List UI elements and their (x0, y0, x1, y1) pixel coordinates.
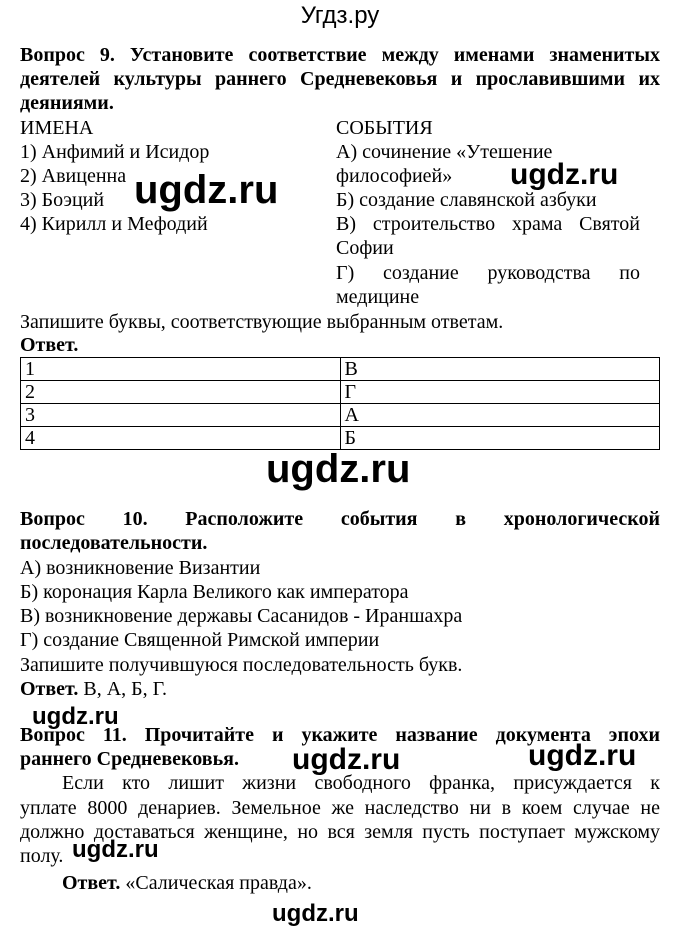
watermark-7: ugdz.ru (72, 836, 159, 863)
watermark-2: ugdz.ru (510, 158, 619, 191)
q10-item-a: А) возникновение Византии (20, 557, 261, 579)
q10-instruction: Запишите получившуюся последовательность букв. (20, 654, 463, 676)
table-cell-letter: Б (340, 427, 660, 450)
table-cell-number: 1 (21, 358, 341, 381)
table-row (21, 404, 660, 427)
q10-answer (20, 677, 167, 701)
table-cell-number: 3 (21, 404, 341, 427)
q10-title-line1: Вопрос 10. Расположите события в хронологической (20, 508, 660, 530)
q11-answer-value: «Салическая правда». (125, 872, 312, 894)
q11-title-line1: Вопрос 11. Прочитайте и укажите название документа эпохи (20, 724, 660, 746)
q11-answer-label: Ответ. (62, 872, 121, 894)
q9-answer-label: Ответ. (20, 334, 79, 356)
site-title[interactable]: Угдз.ру (300, 2, 380, 29)
q11-text-line2: уплате 8000 денариев. Земельное же наследство ни в коем случае не (20, 797, 660, 819)
names-header: ИМЕНА (20, 117, 94, 139)
event-item-a-line2: философией» (336, 165, 453, 187)
q10-item-d: Г) создание Священной Римской империи (20, 629, 380, 651)
name-item-3: 3) Боэций (20, 189, 105, 211)
table-cell-number: 4 (21, 427, 341, 450)
q9-title-line1: Вопрос 9. Установите соответствие между именами знаменитых (20, 44, 660, 66)
watermark-6: ugdz.ru (528, 739, 637, 772)
table-cell-letter: Г (340, 381, 660, 404)
q10-item-b: Б) коронация Карла Великого как императора (20, 581, 409, 603)
q11-text-line4: полу. (20, 845, 64, 867)
watermark-8: ugdz.ru (272, 900, 359, 927)
q9-instruction: Запишите буквы, соответствующие выбранным ответам. (20, 311, 504, 333)
q11-answer (62, 871, 312, 895)
name-item-1: 1) Анфимий и Исидор (20, 141, 210, 163)
name-item-2: 2) Авиценна (20, 165, 127, 187)
table-row (21, 358, 660, 381)
event-item-d-line1: Г) создание руководства по (336, 262, 640, 284)
watermark-4: ugdz.ru (32, 703, 119, 730)
table-cell-number: 2 (21, 381, 341, 404)
table-row (21, 381, 660, 404)
table-cell-letter: А (340, 404, 660, 427)
watermark-3: ugdz.ru (266, 447, 411, 491)
name-item-4: 4) Кирилл и Мефодий (20, 213, 208, 235)
q10-title-line2: последовательности. (20, 532, 208, 554)
q10-answer-value: В, А, Б, Г. (83, 678, 167, 700)
event-item-d-line2: медицине (336, 286, 420, 308)
q9-title-line3: деяниями. (20, 92, 114, 114)
q11-text-line1: Если кто лишит жизни свободного франка, присуждается к (62, 772, 660, 794)
watermark-5: ugdz.ru (292, 743, 401, 776)
q10-answer-label: Ответ. (20, 678, 79, 700)
event-item-c-line2: Софии (336, 237, 394, 259)
answer-table (20, 357, 660, 450)
event-item-b: Б) создание славянской азбуки (336, 189, 597, 211)
event-item-a-line1: А) сочинение «Утешение (336, 141, 553, 163)
event-item-c-line1: В) строительство храма Святой (336, 213, 640, 235)
watermark-1: ugdz.ru (134, 168, 279, 212)
q11-title-line2: раннего Средневековья. (20, 748, 239, 770)
q9-title-line2: деятелей культуры раннего Средневековья и прославившими их (20, 68, 660, 90)
q11-text-line3: должно доставаться женщине, но вся земля пусть поступает мужскому (20, 821, 660, 843)
q10-item-c: В) возникновение державы Сасанидов - Ираншахра (20, 605, 463, 627)
events-header: СОБЫТИЯ (336, 117, 433, 139)
table-cell-letter: В (340, 358, 660, 381)
